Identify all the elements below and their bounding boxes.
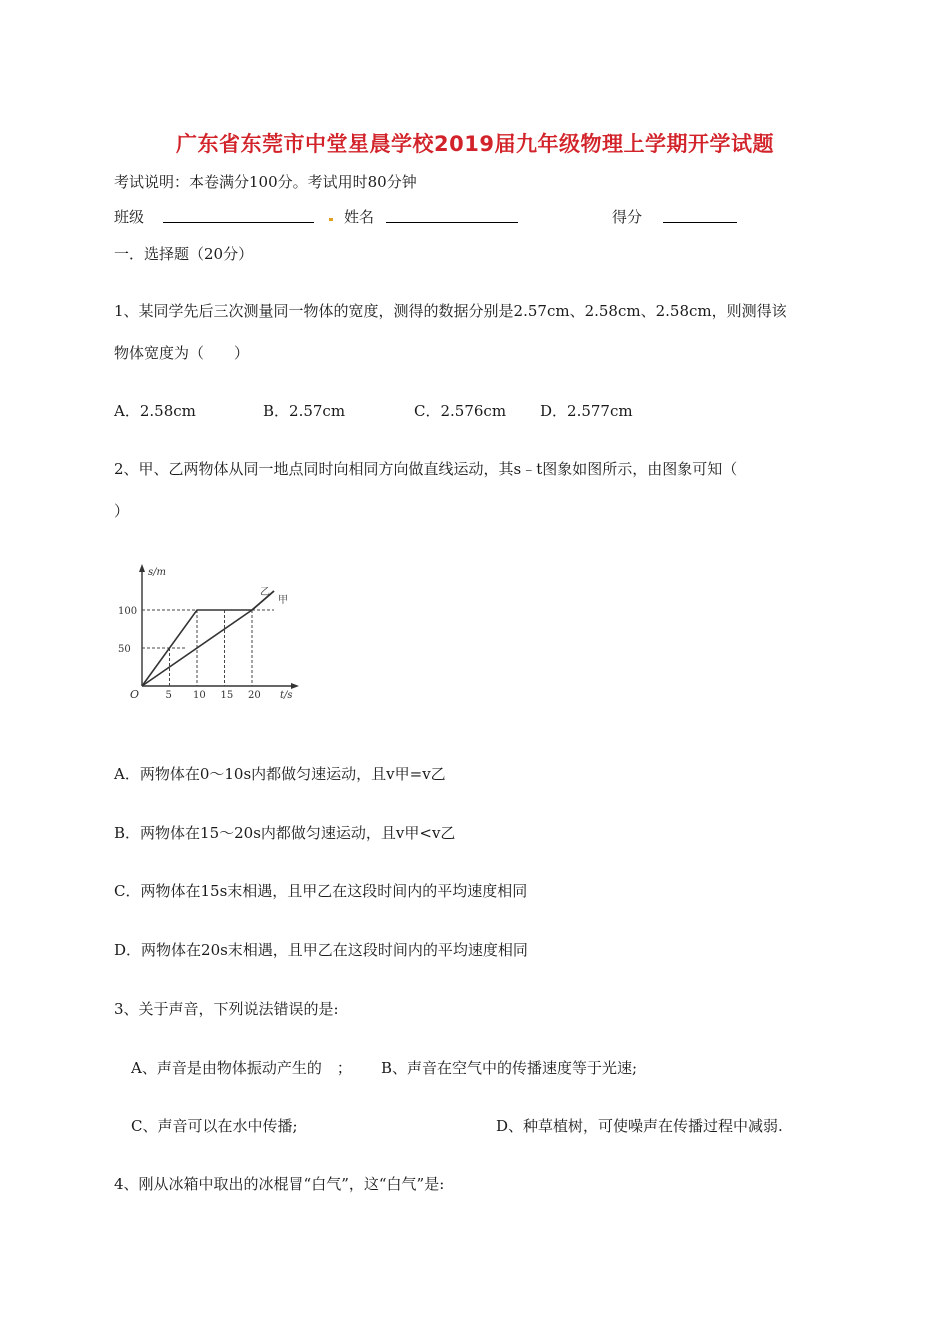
st-graph	[110, 555, 310, 705]
q2-option-b: B．两物体在15～20s内都做匀速运动，且v甲<v乙	[114, 824, 456, 842]
q3-stem: 3、关于声音，下列说法错误的是:	[114, 1000, 339, 1018]
y-tick-label: 100	[118, 606, 138, 617]
class-label: 班级	[114, 208, 145, 226]
exam-note: 考试说明：本卷满分100分。考试用时80分钟	[114, 173, 417, 191]
y-axis-arrow	[139, 564, 145, 572]
x-tick-label: 5	[165, 690, 172, 701]
section-heading: 一．选择题（20分）	[114, 245, 254, 263]
q1-option-b: B．2.57cm	[263, 402, 346, 420]
q1-option-a: A．2.58cm	[114, 402, 196, 420]
q2-stem-line1: 2、甲、乙两物体从同一地点同时向相同方向做直线运动，其s﹣t图象如图所示，由图象可知（	[114, 460, 738, 478]
q4-stem: 4、刚从冰箱中取出的冰棍冒“白气”，这“白气”是:	[114, 1175, 445, 1193]
q2-option-d: D．两物体在20s末相遇，且甲乙在这段时间内的平均速度相同	[114, 941, 528, 959]
y-tick-label: 50	[118, 644, 131, 655]
q3-option-c: C、声音可以在水中传播;	[131, 1117, 298, 1135]
q2-option-c: C．两物体在15s末相遇，且甲乙在这段时间内的平均速度相同	[114, 882, 528, 900]
q1-stem-line1: 1、某同学先后三次测量同一物体的宽度，测得的数据分别是2.57cm、2.58cm、2.58cm，则测得该	[114, 302, 787, 320]
class-blank[interactable]	[163, 222, 314, 223]
score-label: 得分	[612, 208, 643, 226]
name-label: 姓名	[344, 208, 375, 226]
q2-stem-line2: ）	[114, 502, 130, 520]
series-label-0: 甲	[278, 595, 288, 606]
name-blank[interactable]	[386, 222, 518, 223]
x-tick-label: 20	[248, 690, 261, 701]
q1-stem-line2: 物体宽度为（ ）	[114, 344, 250, 362]
series-line-0	[142, 591, 274, 686]
series-label-1: 乙	[260, 587, 270, 598]
score-blank[interactable]	[663, 222, 737, 223]
origin-label: O	[130, 688, 140, 701]
x-axis-arrow	[291, 683, 299, 689]
x-tick-label: 15	[220, 690, 234, 701]
q1-option-c: C．2.576cm	[414, 402, 507, 420]
q3-option-b: B、声音在空气中的传播速度等于光速;	[381, 1059, 638, 1077]
x-tick-label: 10	[193, 690, 206, 701]
q2-option-a: A．两物体在0～10s内都做匀速运动，且v甲=v乙	[114, 765, 446, 783]
page-title: 广东省东莞市中堂星晨学校2019届九年级物理上学期开学试题	[176, 132, 774, 156]
mark-dot	[329, 218, 333, 221]
q3-option-d: D、种草植树，可使噪声在传播过程中减弱.	[496, 1117, 783, 1135]
q3-option-a: A、声音是由物体振动产生的 ；	[131, 1059, 352, 1077]
x-axis-label: t/s	[280, 690, 293, 701]
y-axis-label: s/m	[148, 567, 166, 578]
q1-option-d: D．2.577cm	[540, 402, 633, 420]
